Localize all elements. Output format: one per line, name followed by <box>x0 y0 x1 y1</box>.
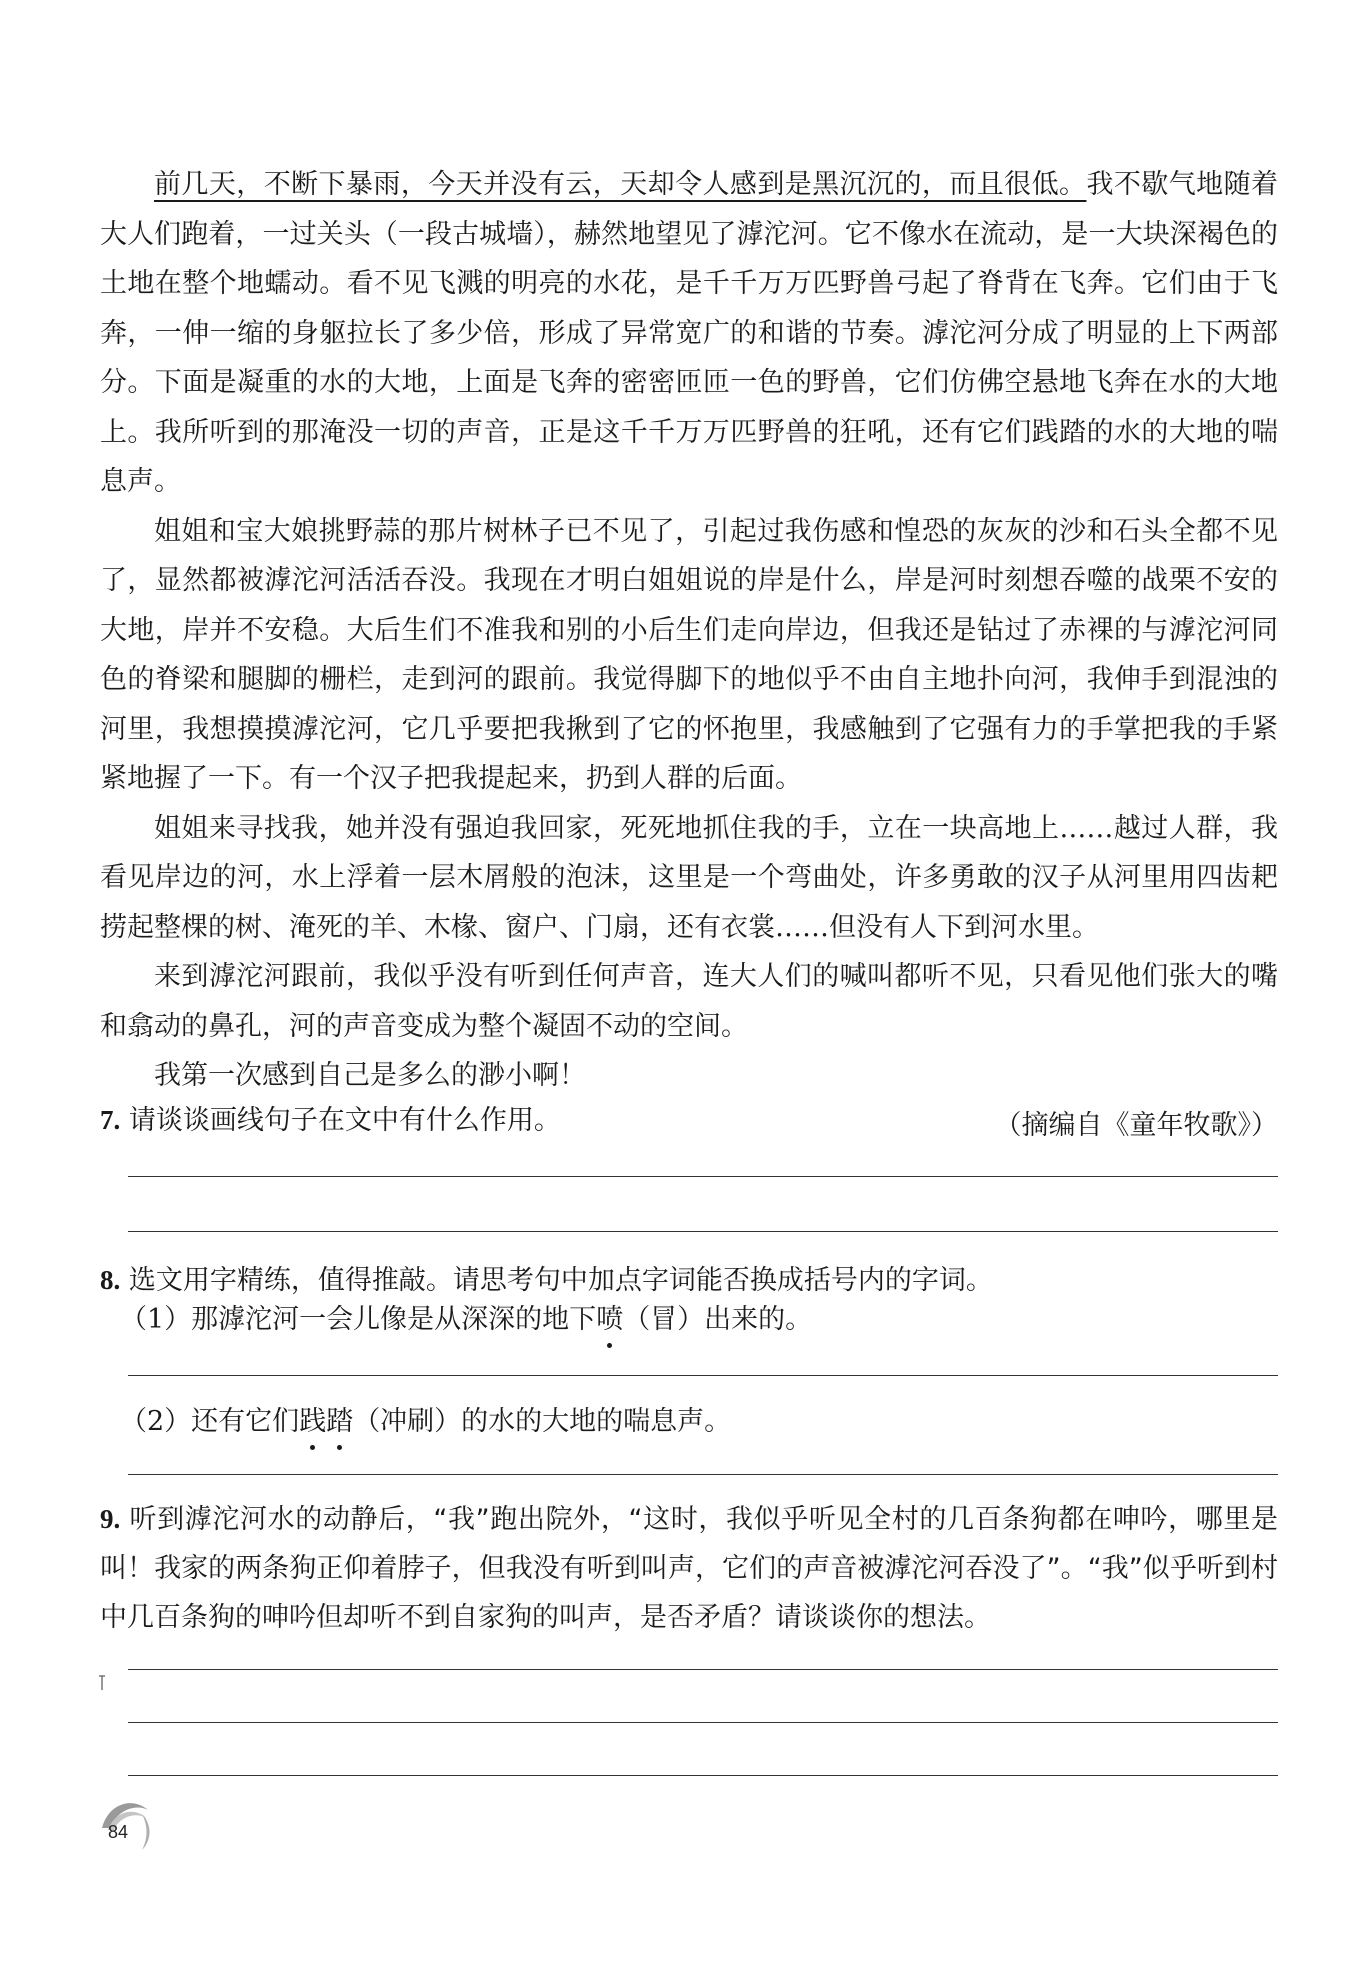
question-8-number: 8. <box>100 1265 121 1295</box>
question-8-item-2 <box>120 1402 731 1442</box>
underlined-sentence: 前几天，不断下暴雨，今天并没有云，天却令人感到是黑沉沉的，而且很低。 <box>154 169 1087 200</box>
page-number: 84 <box>108 1822 129 1842</box>
question-7-text: 请谈谈画线句子在文中有什么作用。 <box>128 1105 561 1136</box>
question-9 <box>100 1495 1278 1642</box>
passage-paragraph-4: 来到滹沱河跟前，我似乎没有听到任何声音，连大人们的喊叫都听不见，只看见他们张大的嘴和翕动的鼻孔，河的声音变成为整个凝固不动的空间。 <box>100 961 1278 1042</box>
answer-line-q7-2[interactable] <box>128 1231 1278 1232</box>
answer-line-q9-3[interactable] <box>128 1775 1278 1776</box>
emphasis-dotted-char: 踏 <box>326 1402 353 1442</box>
question-8-item-1-post: （冒）出来的。 <box>623 1304 813 1335</box>
question-9-number: 9. <box>100 1504 121 1534</box>
emphasis-dotted-char: 践 <box>299 1402 326 1442</box>
question-8-text: 选文用字精练，值得推敲。请思考句中加点字词能否换成括号内的字词。 <box>128 1265 993 1296</box>
answer-line-q9-2[interactable] <box>128 1722 1278 1723</box>
question-8-item-1-pre: （1）那滹沱河一会儿像是从深深的地下 <box>120 1304 597 1335</box>
passage-paragraph-1 <box>100 160 1278 507</box>
question-8-item-1 <box>120 1300 812 1340</box>
passage-paragraph-2: 姐姐和宝大娘挑野蒜的那片树林子已不见了，引起过我伤感和惶恐的灰灰的沙和石头全都不见了，显然都被滹沱河活活吞没。我现在才明白姐姐说的岸是什么，岸是河时刻想吞噬的战栗不安的大地，岸并不安稳。大后生们不准我和别的小后生们走向岸边，但我还是钻过了赤裸的与滹沱河同色的脊梁和腿脚的栅栏，走到河的跟前。我觉得脚下的地似乎不由自主地扑向河，我伸手到混浊的河里，我想摸摸滹沱河，它几乎要把我揪到了它的怀抱里，我感触到了它强有力的手掌把我的手紧紧地握了一下。有一个汉子把我提起来，扔到人群的后面。 <box>100 515 1278 794</box>
answer-line-q7-1[interactable] <box>128 1176 1278 1177</box>
passage-source: （摘编自《童年牧歌》） <box>994 1109 1278 1141</box>
question-8 <box>100 1256 1278 1305</box>
passage-paragraph-1-rest: 我不歇气地随着大人们跑着，一过关头（一段古城墙），赫然地望见了滹沱河。它不像水在流动，是一大块深褐色的土地在整个地蠕动。看不见飞溅的明亮的水花，是千千万万匹野兽弓起了脊背在飞奔。它们由于飞奔，一伸一缩的身躯拉长了多少倍，形成了异常宽广的和谐的节奏。滹沱河分成了明显的上下两部分。下面是凝重的水的大地，上面是飞奔的密密匝匝一色的野兽，它们仿佛空悬地飞奔在水的大地上。我所听到的那淹没一切的声音，正是这千千万万匹野兽的狂吼，还有它们践踏的水的大地的喘息声。 <box>100 169 1279 497</box>
passage-paragraph-3: 姐姐来寻找我，她并没有强迫我回家，死死地抓住我的手，立在一块高地上……越过人群，我看见岸边的河，水上浮着一层木屑般的泡沫，这里是一个弯曲处，许多勇敢的汉子从河里用四齿耙捞起整棵的树、淹死的羊、木椽、窗户、门扇，还有衣裳……但没有人下到河水里。 <box>100 812 1278 943</box>
reading-passage <box>100 160 1278 1150</box>
margin-mark-icon <box>98 1672 106 1692</box>
answer-line-q8-2[interactable] <box>128 1474 1278 1475</box>
question-7-number: 7. <box>100 1105 121 1135</box>
answer-line-q9-1[interactable] <box>128 1669 1278 1670</box>
page-number-badge <box>98 1788 158 1858</box>
answer-line-q8-1[interactable] <box>128 1375 1278 1376</box>
question-9-text: 听到滹沱河水的动静后，“我”跑出院外，“这时，我似乎听见全村的几百条狗都在呻吟，哪里是叫！我家的两条狗正仰着脖子，但我没有听到叫声，它们的声音被滹沱河吞没了”。“我”似乎听到村中几百条狗的呻吟但却听不到自家狗的叫声，是否矛盾？请谈谈你的想法。 <box>100 1504 1278 1633</box>
emphasis-dotted-char: 喷 <box>596 1300 623 1340</box>
passage-paragraph-5: 我第一次感到自己是多么的渺小啊！ <box>154 1060 586 1091</box>
question-7 <box>100 1096 1278 1145</box>
question-8-item-2-post: （冲刷）的水的大地的喘息声。 <box>353 1406 732 1437</box>
question-8-item-2-pre: （2）还有它们 <box>120 1406 300 1437</box>
